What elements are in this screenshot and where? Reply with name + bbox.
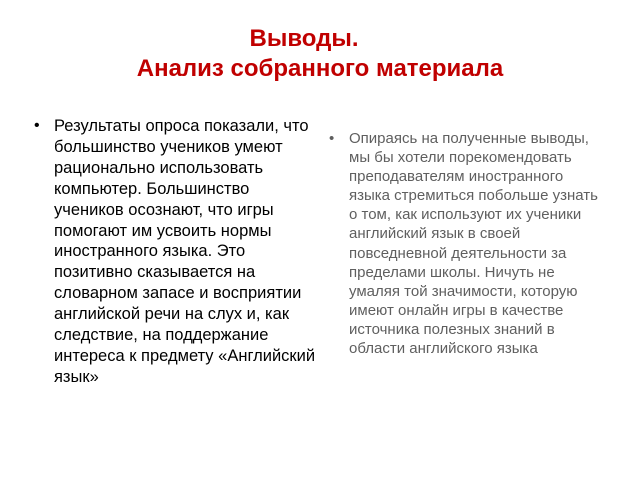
right-bullet-text: Опираясь на полученные выводы, мы бы хотели порекомендовать преподавателям иностранного языка стремиться побольше узнать о том, как используют их ученики английский язык в своей повседневной деятельности за пределами школы. Ничуть не умаляя той значимости, которую имеют онлайн игры в качестве источника полезных знаний в области английского языка	[349, 130, 598, 358]
bullet-icon: •	[34, 117, 40, 134]
right-column	[327, 129, 605, 358]
bullet-icon: •	[329, 130, 335, 147]
left-column	[32, 116, 316, 388]
right-bullet-item	[327, 129, 605, 358]
title-line-1: Выводы.	[249, 25, 359, 52]
left-bullet-item	[32, 116, 316, 388]
slide-title	[0, 24, 640, 84]
title-line-2: Анализ собранного материала	[136, 55, 504, 82]
left-bullet-text: Результаты опроса показали, что большинство учеников умеют рационально использовать компьютер. Большинство учеников осознают, что игры помогают им усвоить нормы иностранного языка. Это позитивно сказывается на словарном запасе и восприятии английской речи на слух и, как следствие, на поддержание интереса к предмету «Английский язык»	[54, 117, 316, 386]
